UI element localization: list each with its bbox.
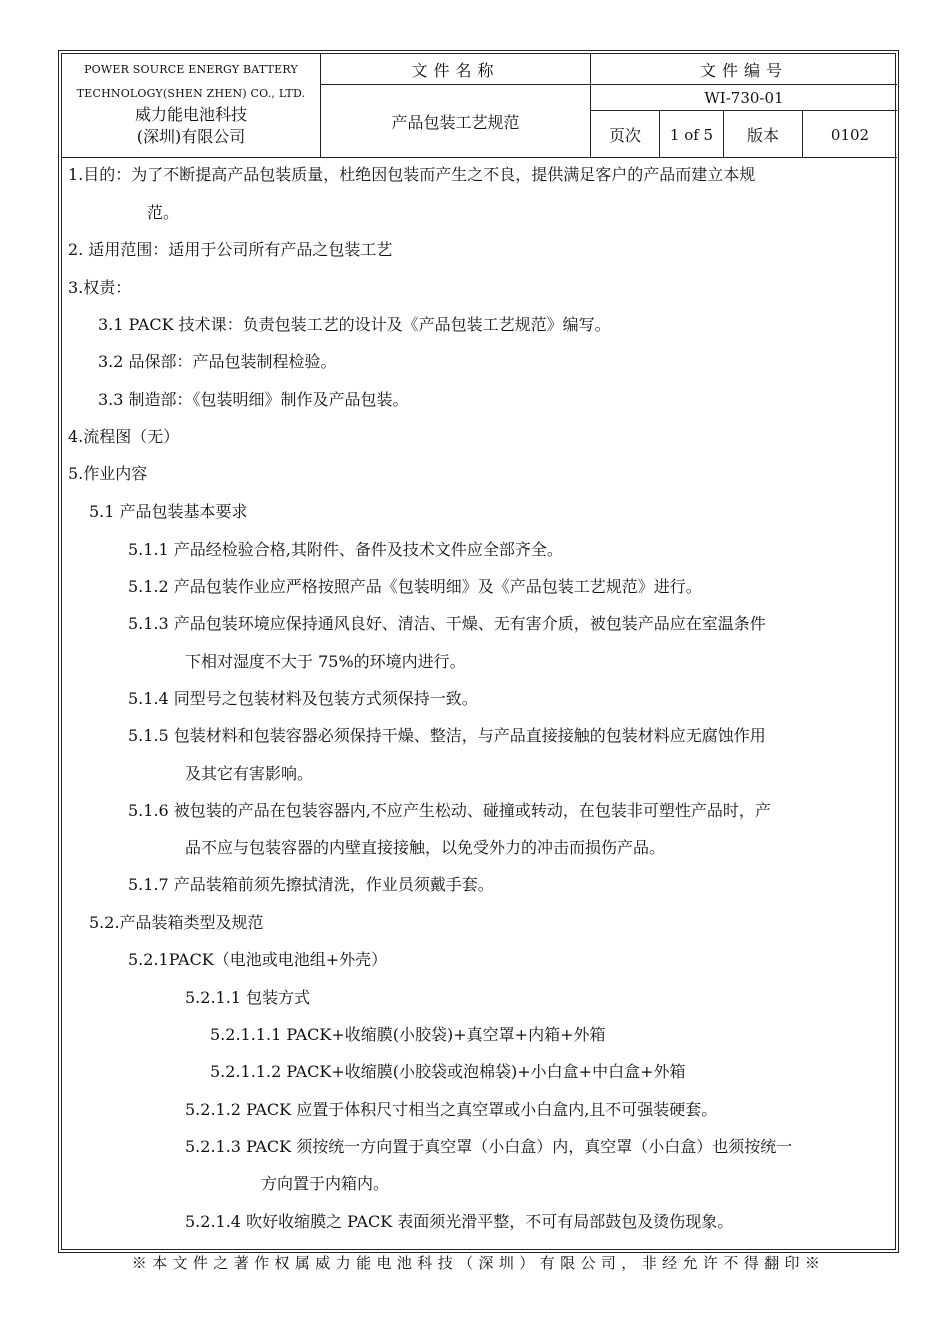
- section-scope: 2. 适用范围：适用于公司所有产品之包装工艺: [68, 240, 393, 259]
- resp-item-3-1: 3.1 PACK 技术课：负责包装工艺的设计及《产品包装工艺规范》编写。: [98, 315, 611, 334]
- item-5-1-7: 5.1.7 产品装箱前须先擦拭清洗，作业员须戴手套。: [128, 875, 494, 894]
- subsection-5-2: 5.2.产品装箱类型及规范: [89, 913, 264, 932]
- section-responsibility: 3.权责：: [68, 278, 132, 297]
- resp-item-3-2: 3.2 品保部：产品包装制程检验。: [98, 352, 337, 371]
- company-name-en-line1: POWER SOURCE ENERGY BATTERY: [84, 63, 298, 76]
- section-purpose-cont: 范。: [147, 203, 180, 222]
- page-label: 页次: [608, 126, 641, 145]
- item-5-1-3-cont: 下相对湿度不大于 75%的环境内进行。: [185, 652, 466, 671]
- item-5-2-1-1-1: 5.2.1.1.1 PACK+收缩膜(小胶袋)+真空罩+内箱+外箱: [210, 1025, 606, 1044]
- item-5-2-1: 5.2.1PACK（电池或电池组+外壳）: [128, 950, 388, 969]
- doc-name-value: 产品包装工艺规范: [391, 113, 520, 132]
- resp-item-3-3: 3.3 制造部：《包装明细》制作及产品包装。: [98, 390, 409, 409]
- item-5-2-1-1-2: 5.2.1.1.2 PACK+收缩膜(小胶袋或泡棉袋)+小白盒+中白盒+外箱: [210, 1062, 686, 1081]
- page-value: 1 of 5: [669, 125, 714, 144]
- document-header-table: [62, 54, 897, 158]
- item-5-1-5: 5.1.5 包装材料和包装容器必须保持干燥、整洁，与产品直接接触的包装材料应无腐蚀作用: [128, 726, 766, 745]
- version-label: 版本: [746, 126, 779, 145]
- item-5-2-1-3: 5.2.1.3 PACK 须按统一方向置于真空罩（小白盒）内，真空罩（小白盒）也须按统一: [185, 1137, 793, 1156]
- item-5-2-1-2: 5.2.1.2 PACK 应置于体积尺寸相当之真空罩或小白盒内,且不可强装硬套。: [185, 1100, 718, 1119]
- item-5-2-1-3-cont: 方向置于内箱内。: [261, 1174, 390, 1193]
- company-name-chinese: [62, 104, 320, 148]
- item-5-1-3: 5.1.3 产品包装环境应保持通风良好、清洁、干燥、无有害介质，被包装产品应在室温条件: [128, 614, 766, 633]
- document-frame: [58, 50, 899, 1253]
- company-name-cn-line2: (深圳)有限公司: [136, 127, 246, 146]
- doc-number-label: 文件编号: [699, 60, 788, 80]
- subsection-5-1: 5.1 产品包装基本要求: [89, 502, 248, 521]
- doc-number-value: WI-730-01: [704, 88, 784, 107]
- company-name-cn-line1: 威力能电池科技: [134, 105, 247, 124]
- version-value: 0102: [830, 125, 870, 144]
- company-name-en-line2: TECHNOLOGY(SHEN ZHEN) CO., LTD.: [76, 87, 306, 100]
- document-inner-frame: [61, 53, 896, 1250]
- item-5-1-4: 5.1.4 同型号之包装材料及包装方式须保持一致。: [128, 689, 478, 708]
- section-purpose: 1.目的：为了不断提高产品包装质量，杜绝因包装而产生之不良，提供满足客户的产品而建立本规: [68, 165, 756, 184]
- item-5-1-5-cont: 及其它有害影响。: [185, 764, 314, 783]
- doc-name-label: 文件名称: [411, 60, 500, 80]
- item-5-2-1-1: 5.2.1.1 包装方式: [185, 988, 311, 1007]
- item-5-1-2: 5.1.2 产品包装作业应严格按照产品《包装明细》及《产品包装工艺规范》进行。: [128, 577, 702, 596]
- section-work-content: 5.作业内容: [68, 464, 148, 483]
- item-5-1-1: 5.1.1 产品经检验合格,其附件、备件及技术文件应全部齐全。: [128, 540, 563, 559]
- item-5-1-6: 5.1.6 被包装的产品在包装容器内,不应产生松动、碰撞或转动，在包装非可塑性产品时，产: [128, 801, 771, 820]
- copyright-footer: ※本文件之著作权属威力能电池科技（深圳）有限公司，非经允许不得翻印※: [131, 1254, 826, 1272]
- section-flowchart: 4.流程图（无）: [68, 427, 180, 446]
- item-5-1-6-cont: 品不应与包装容器的内壁直接接触，以免受外力的冲击而损伤产品。: [185, 838, 666, 857]
- company-name-english: [62, 58, 320, 106]
- item-5-2-1-4: 5.2.1.4 吹好收缩膜之 PACK 表面须光滑平整，不可有局部鼓包及烫伤现象。: [185, 1212, 734, 1231]
